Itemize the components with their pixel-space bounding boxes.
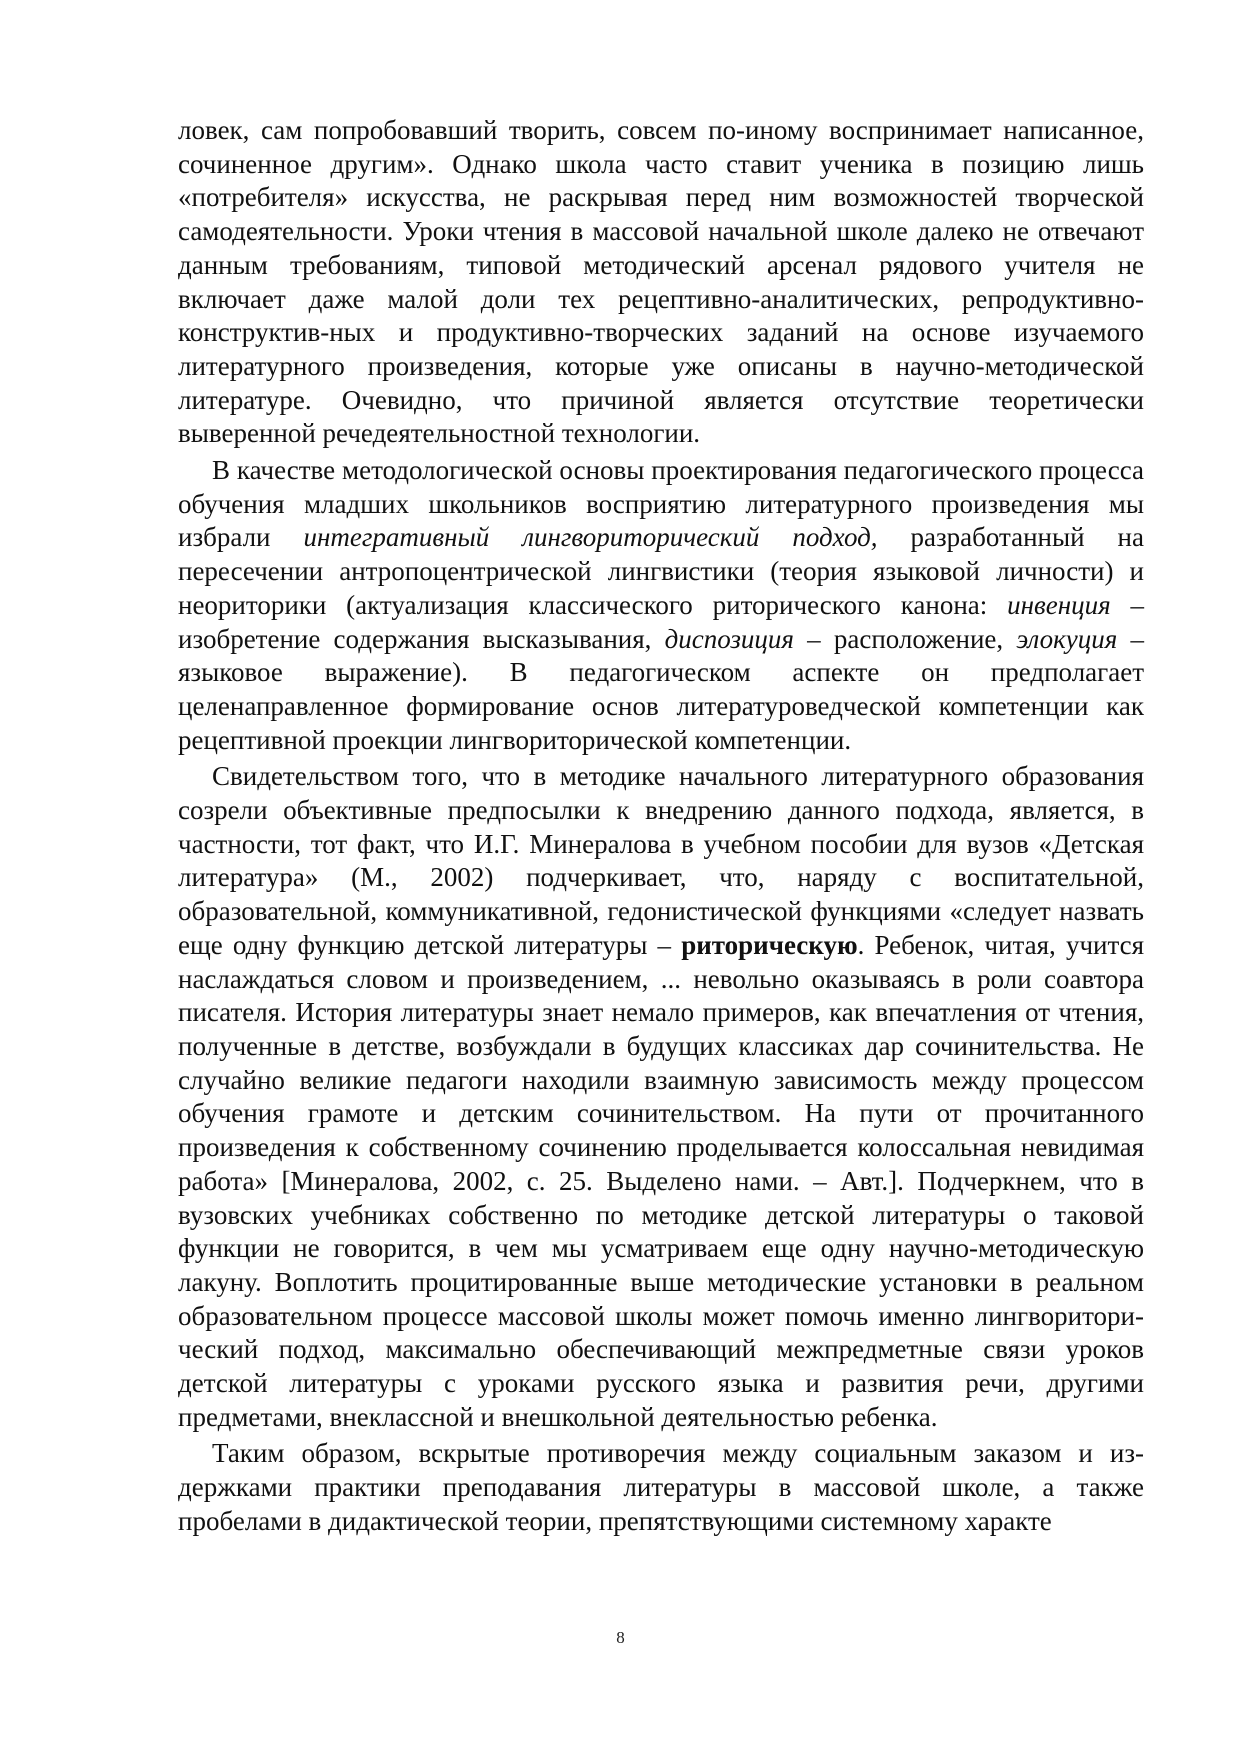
page-number: 8 [616,1628,625,1647]
paragraph-evidence [178,760,1144,1434]
paragraph-text: разработанный на пересечении антропоцентрической лингвистики (теория языковой личности) и неориторики (актуализация классического риторического канона: [178,522,1144,620]
paragraph-text: ловек, сам попробовавший творить, совсем по-иному воспринимает написанное, сочиненное другим». Однако школа часто ставит ученика в позицию лишь «потребителя» искусства, не раскрывая перед ним возможностей творческой самодеятельности. Уроки чтения в массовой начальной школе далеко не отвечают данным требованиям, типовой методический арсенал рядового учителя не включает даже малой доли тех рецептивно-аналитических, репродуктивно-конструктив-ных и продуктивно-творческих заданий на основе изучаемого литературного произведения, которые уже описаны в научно-методической литературе. Очевидно, что причиной является отсутствие теоретически выверенной речедеятельностной технологии. [178,115,1144,449]
paragraph-conclusion [178,1437,1144,1538]
bold-term: риторическую [681,929,858,960]
italic-term: интегративный лингвориторический подход, [303,522,878,553]
italic-term: инвенция [1007,589,1111,620]
italic-term: диспозиция [664,623,794,654]
paragraph-text: – изобретение содержания высказывания, [178,589,1144,654]
paragraph-text: В качестве методологической основы проектирования педагогического процесса обучения младших школьников восприятию литературного произведения мы избрали [178,455,1144,553]
page-body [178,114,1144,1539]
italic-term: элокуция [1016,623,1118,654]
paragraph-text: . Ребенок, читая, учится наслаждаться словом и произведением, ... невольно оказываясь в роли соавтора писателя. История литературы знает немало примеров, как впечатления от чтения, полученные в детстве, возбуждали в будущих классиках дар сочинительства. Не случайно великие педагоги находили взаимную зависимость между процессом обучения грамоте и детским сочинительством. На пути от прочитанного произведения к собственному сочинению проделывается колоссальная невидимая работа» [Минералова, 2002, с. 25. Выделено нами. – Авт.]. Подчеркнем, что в вузовских учебниках собственно по методике детской литературы о таковой функции не говорится, в чем мы усматриваем еще одну научно-методическую лакуну. Воплотить процитированные выше методические установки в реальном образовательном процессе массовой школы может помочь именно лингвориторический подход, максимально обеспечивающий межпредметные связи уроков детской литературы с уроками русского языка и развития речи, другими предметами, внеклассной и внешкольной деятельностью ребенка. [178,929,1144,1432]
paragraph-continuation [178,114,1144,451]
paragraph-text: – расположение, [793,623,1017,654]
paragraph-text: – языковое выражение). В педагогическом аспекте он предполагает целенаправленное формирование основ литературоведческой компетенции как рецептивной проекции лингвориторической компетенции. [178,623,1145,755]
paragraph-text: Свидетельством того, что в методике начального литературного образования созрели объективные предпосылки к внедрению данного подхода, является, в частности, тот факт, что И.Г. Минералова в учебном пособии для вузов «Детская литература» (М., 2002) подчеркивает, что, наряду с воспитательной, образовательной, коммуникативной, гедонистической функциями «следует назвать еще одну функцию детской литературы – [178,761,1144,960]
paragraph-text: Таким образом, вскрытые противоречия между социальным заказом и издержками практики преподавания литературы в массовой школе, а также пробелами в дидактической теории, препятствующими системному характе [178,1438,1144,1536]
paragraph-methodology [178,454,1144,757]
